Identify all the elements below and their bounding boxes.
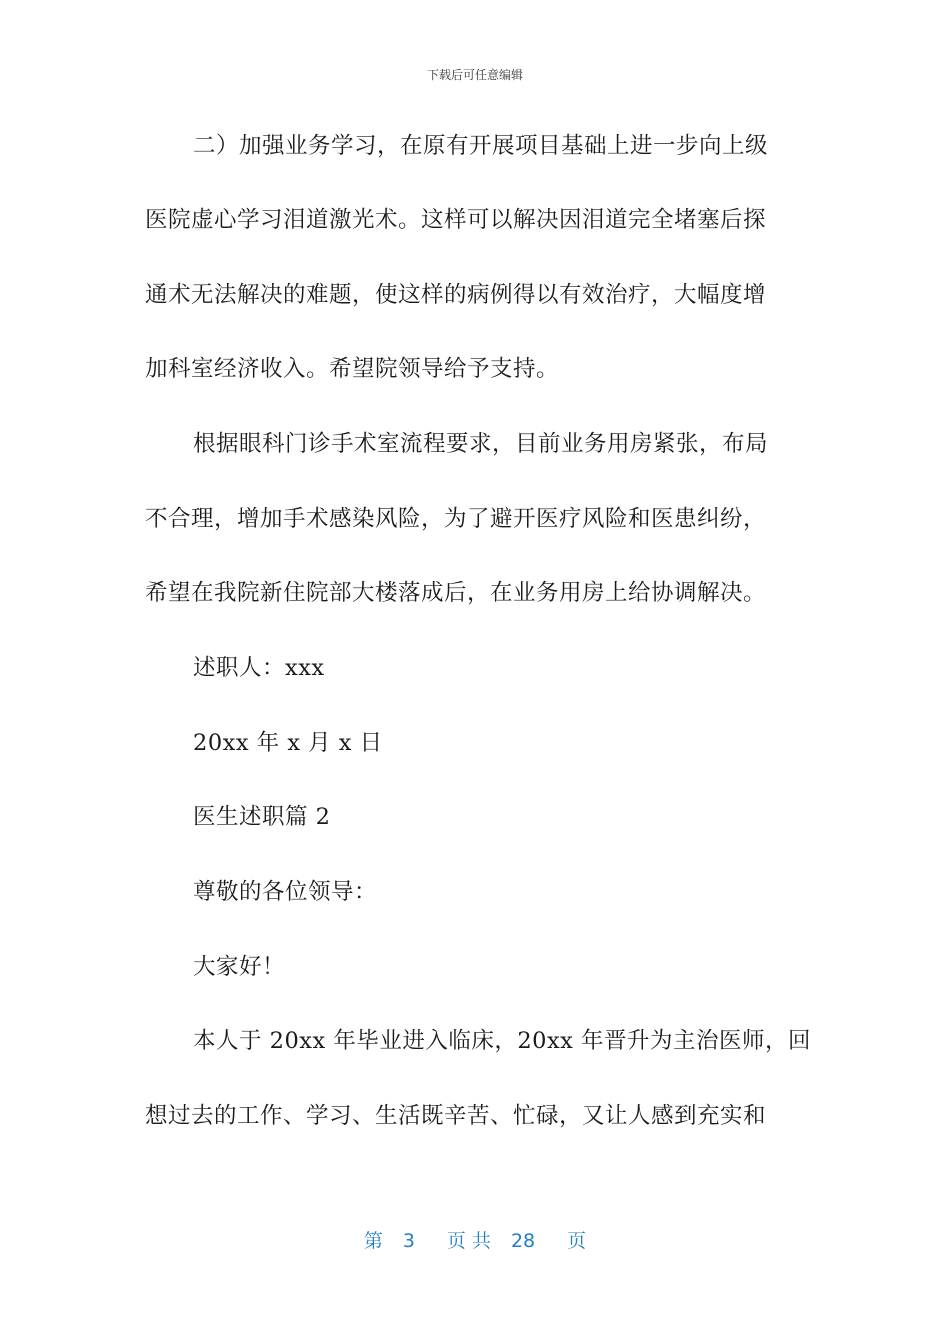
- text-line: 通术无法解决的难题，使这样的病例得以有效治疗，大幅度增: [145, 282, 767, 308]
- text-line: 二）加强业务学习，在原有开展项目基础上进一步向上级: [193, 133, 769, 159]
- total-pages-number: 28: [510, 1230, 536, 1252]
- text-line: 加科室经济收入。希望院领导给予支持。: [145, 356, 560, 382]
- footer-middle: 页 共: [446, 1230, 491, 1252]
- download-note: 下载后可任意编辑: [426, 68, 523, 82]
- date-line: 20xx 年 x 月 x 日: [193, 730, 383, 756]
- footer-suffix: 页: [567, 1230, 587, 1252]
- text-line: 希望在我院新住院部大楼落成后，在业务用房上给协调解决。: [145, 580, 767, 606]
- greeting: 大家好！: [193, 954, 286, 980]
- current-page-number: 3: [402, 1230, 415, 1252]
- footer-prefix: 第: [363, 1230, 383, 1252]
- text-line: 医院虚心学习泪道激光术。这样可以解决因泪道完全堵塞后探: [145, 207, 767, 233]
- section-title: 医生述职篇 2: [193, 804, 331, 830]
- page-footer: [0, 1226, 950, 1253]
- text-line: 本人于 20xx 年毕业进入临床，20xx 年晋升为主治医师，回: [193, 1028, 811, 1054]
- salutation: 尊敬的各位领导：: [193, 879, 378, 905]
- signature-line: 述职人：xxx: [193, 655, 325, 681]
- text-line: 根据眼科门诊手术室流程要求，目前业务用房紧张，布局: [193, 431, 769, 457]
- text-line: 不合理，增加手术感染风险，为了避开医疗风险和医患纠纷，: [145, 506, 767, 532]
- text-line: 想过去的工作、学习、生活既辛苦、忙碌，又让人感到充实和: [145, 1103, 767, 1129]
